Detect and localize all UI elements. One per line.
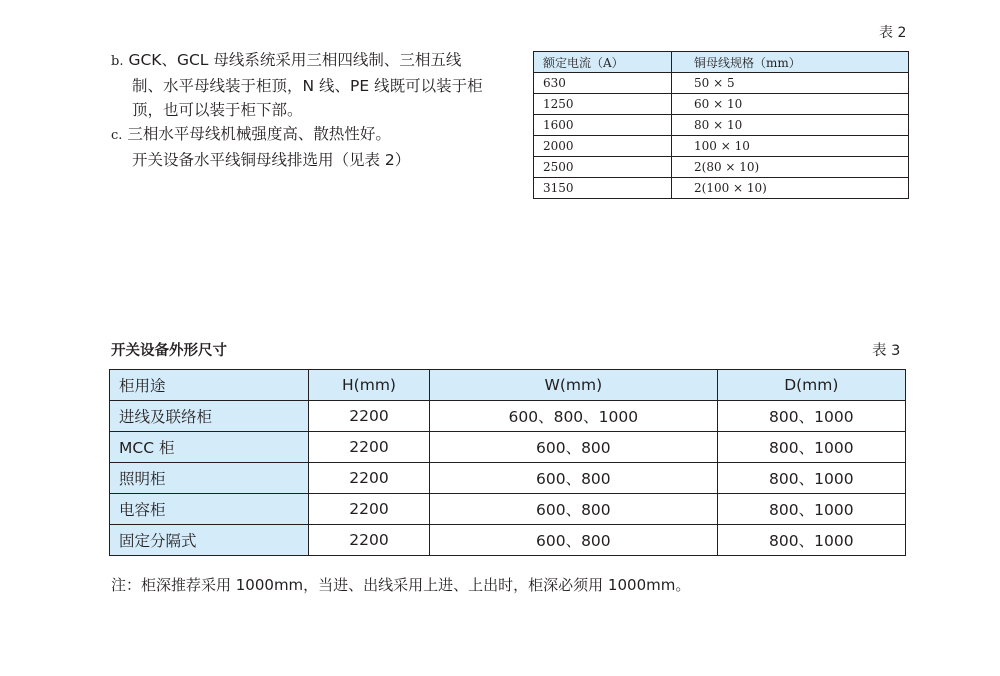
table2-cell-busbar: 80 × 10 [672, 115, 909, 136]
table2-cell-busbar: 2(80 × 10) [672, 157, 909, 178]
table3-cell-usage: 固定分隔式 [110, 525, 309, 556]
item-b-text-1: GCK、GCL 母线系统采用三相四线制、三相五线 [128, 51, 462, 69]
table2-header-row [534, 52, 909, 73]
table2-reference-line: 开关设备水平线铜母线排选用（见表 2） [132, 151, 411, 169]
table2-cell-busbar: 100 × 10 [672, 136, 909, 157]
table3-header-row [110, 370, 906, 401]
table3-cell-width: 600、800、1000 [430, 401, 718, 432]
table-row [110, 401, 906, 432]
busbar-spec-table [533, 51, 909, 199]
table2-caption: 表 2 [879, 25, 907, 41]
item-b-line-2: 制、水平母线装于柜顶，N 线、PE 线既可以装于柜 [132, 77, 483, 95]
table3-cell-height: 2200 [309, 494, 430, 525]
table3-cell-height: 2200 [309, 525, 430, 556]
table3-cell-height: 2200 [309, 432, 430, 463]
table3-cell-usage: MCC 柜 [110, 432, 309, 463]
table2-cell-current: 3150 [534, 178, 672, 199]
table-row [110, 525, 906, 556]
table3-cell-depth: 800、1000 [717, 401, 905, 432]
cabinet-dimension-table [109, 369, 906, 556]
table-row [534, 115, 909, 136]
table-row [110, 494, 906, 525]
table3-cell-depth: 800、1000 [717, 432, 905, 463]
table3-cell-width: 600、800 [430, 494, 718, 525]
table3-header-usage: 柜用途 [110, 370, 309, 401]
table3-cell-depth: 800、1000 [717, 463, 905, 494]
table-row [534, 94, 909, 115]
table3-cell-usage: 进线及联络柜 [110, 401, 309, 432]
table3-cell-height: 2200 [309, 401, 430, 432]
table2-cell-current: 630 [534, 73, 672, 94]
table3-cell-usage: 照明柜 [110, 463, 309, 494]
table3-cell-height: 2200 [309, 463, 430, 494]
table2-cell-busbar: 2(100 × 10) [672, 178, 909, 199]
table2-cell-current: 1600 [534, 115, 672, 136]
table3-title: 开关设备外形尺寸 [111, 343, 227, 359]
table-row [534, 136, 909, 157]
item-b-line-1 [111, 48, 516, 74]
table2-cell-current: 2500 [534, 157, 672, 178]
item-c-marker: c. [111, 128, 123, 143]
item-c-text: 三相水平母线机械强度高、散热性好。 [127, 125, 391, 143]
table3-cell-usage: 电容柜 [110, 494, 309, 525]
table-row [534, 157, 909, 178]
item-b-marker: b. [111, 54, 124, 69]
table3-header-width: W(mm) [430, 370, 718, 401]
item-b-line-3: 顶，也可以装于柜下部。 [132, 101, 303, 119]
table2-cell-current: 1250 [534, 94, 672, 115]
table2-cell-busbar: 60 × 10 [672, 94, 909, 115]
table2-header-busbar: 铜母线规格（mm） [672, 52, 909, 73]
table3-cell-depth: 800、1000 [717, 525, 905, 556]
footnote: 注：柜深推荐采用 1000mm，当进、出线采用上进、上出时，柜深必须用 1000mm。 [111, 576, 691, 594]
table3-cell-depth: 800、1000 [717, 494, 905, 525]
table3-cell-width: 600、800 [430, 525, 718, 556]
table2-cell-current: 2000 [534, 136, 672, 157]
table3-header-depth: D(mm) [717, 370, 905, 401]
table2-header-current: 额定电流（A） [534, 52, 672, 73]
table3-cell-width: 600、800 [430, 432, 718, 463]
table-row [534, 178, 909, 199]
table3-caption: 表 3 [872, 343, 901, 359]
table3-cell-width: 600、800 [430, 463, 718, 494]
item-c-line [111, 122, 516, 148]
table2-cell-busbar: 50 × 5 [672, 73, 909, 94]
intro-paragraph [111, 48, 516, 172]
table-row [534, 73, 909, 94]
table-row [110, 463, 906, 494]
table3-header-height: H(mm) [309, 370, 430, 401]
table-row [110, 432, 906, 463]
